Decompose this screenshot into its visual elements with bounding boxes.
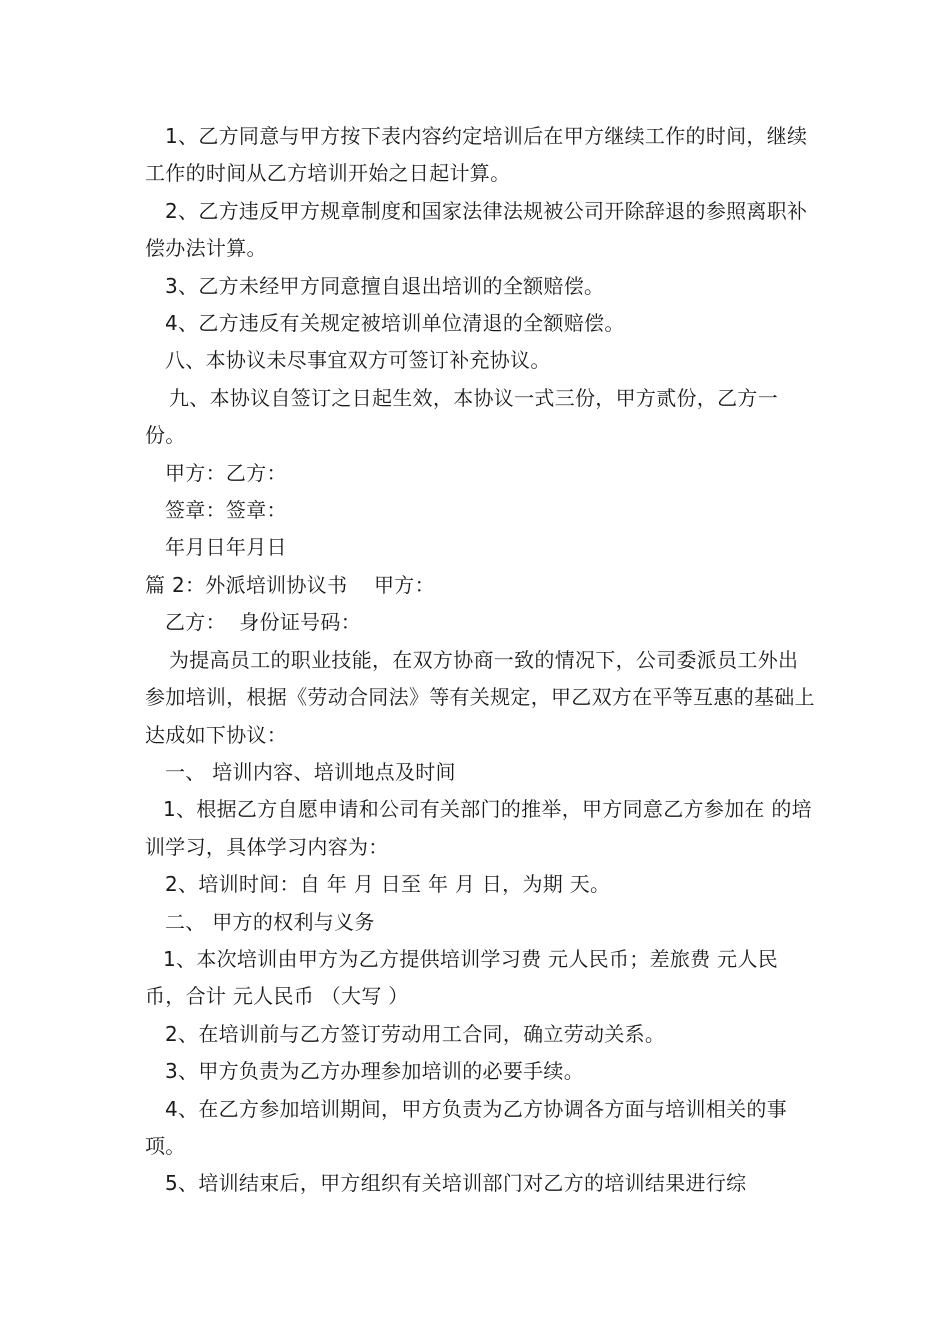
- paragraph: 1、乙方同意与甲方按下表内容约定培训后在甲方继续工作的时间，继续工作的时间从乙方培训开始之日起计算。: [145, 124, 808, 186]
- paragraph: 1、根据乙方自愿申请和公司有关部门的推举，甲方同意乙方参加在 的培训学习，具体学习内容为：: [145, 797, 812, 859]
- clause-heading: 一、 培训内容、培训地点及时间: [165, 759, 456, 784]
- paragraph: 为提高员工的职业技能，在双方协商一致的情况下，公司委派员工外出参加培训，根据《劳动合同法》等有关规定，甲乙双方在平等互惠的基础上达成如下协议：: [145, 647, 815, 747]
- document-body: [145, 118, 815, 1203]
- paragraph: 乙方： 身份证号码：: [165, 610, 362, 635]
- paragraph: 2、培训时间：自 年 月 日至 年 月 日，为期 天。: [165, 872, 611, 897]
- paragraph: 4、在乙方参加培训期间，甲方负责为乙方协调各方面与培训相关的事项。: [145, 1096, 788, 1158]
- signature-parties: 甲方：乙方：: [165, 460, 287, 485]
- paragraph: 八、本协议未尽事宜双方可签订补充协议。: [165, 348, 551, 373]
- signature-seals: 签章：签章：: [165, 498, 287, 523]
- paragraph: 2、乙方违反甲方规章制度和国家法律法规被公司开除辞退的参照离职补偿办法计算。: [145, 198, 808, 261]
- paragraph: 4、乙方违反有关规定被培训单位清退的全额赔偿。: [165, 311, 625, 336]
- signature-dates: 年月日年月日: [165, 535, 287, 560]
- clause-heading: 二、 甲方的权利与义务: [165, 909, 375, 934]
- paragraph: 1、本次培训由甲方为乙方提供培训学习费 元人民币；差旅费 元人民币，合计 元人民币 （大写 ）: [145, 946, 779, 1009]
- paragraph: 3、乙方未经甲方同意擅自退出培训的全额赔偿。: [165, 273, 605, 298]
- paragraph: 2、在培训前与乙方签订劳动用工合同，确立劳动关系。: [165, 1021, 666, 1046]
- section-heading: 篇 2：外派培训协议书 甲方：: [145, 572, 435, 597]
- paragraph: 3、甲方负责为乙方办理参加培训的必要手续。: [165, 1059, 585, 1084]
- paragraph: 九、本协议自签订之日起生效，本协议一式三份，甲方贰份，乙方一份。: [145, 385, 778, 448]
- paragraph: 5、培训结束后，甲方组织有关培训部门对乙方的培训结果进行综: [165, 1171, 747, 1196]
